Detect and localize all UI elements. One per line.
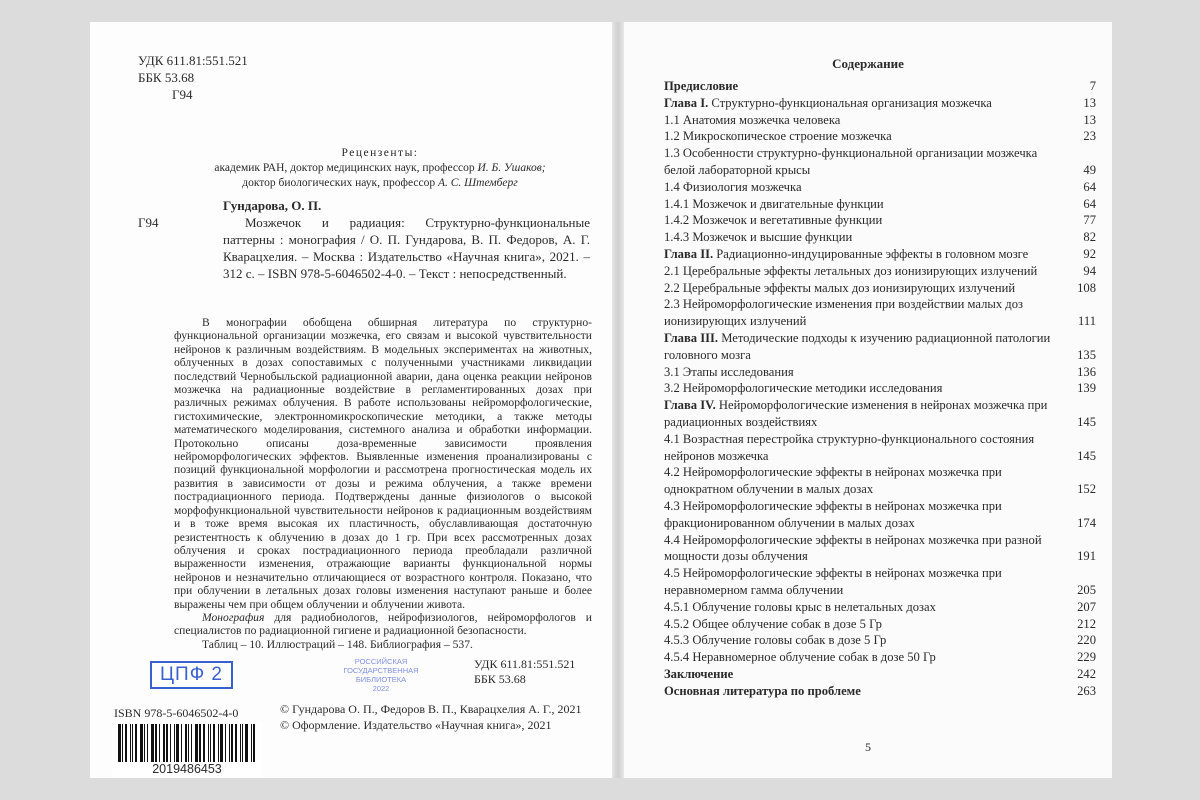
table-of-contents — [664, 78, 1096, 699]
toc-entry — [664, 78, 1096, 95]
toc-entry-label: Глава III. — [664, 330, 719, 345]
lower-section — [114, 316, 594, 733]
barcode-bar — [159, 724, 160, 762]
isbn: ISBN 978-5-6046502-4-0 — [114, 706, 239, 720]
reviewer-1-name: И. Б. Ушаков; — [477, 162, 546, 174]
toc-entry-text: 4.3 Нейроморфологические эффекты в нейронах мозжечка при фракционированном облучении в малых дозах — [664, 498, 1002, 530]
toc-entry-title — [664, 296, 1058, 330]
barcode-bar — [229, 724, 230, 762]
toc-entry-page: 94 — [1083, 263, 1096, 278]
toc-entry-page: 207 — [1077, 599, 1096, 614]
toc-title: Содержание — [832, 56, 904, 71]
barcode-bar — [166, 724, 168, 762]
toc-entry — [664, 599, 1096, 616]
copyright — [280, 701, 594, 733]
barcode-bar — [213, 724, 215, 762]
toc-entry — [664, 95, 1096, 112]
barcode-bar — [235, 724, 237, 762]
barcode-bar — [132, 724, 133, 762]
barcode-number: 2019486453 — [152, 762, 222, 776]
udk-footer: УДК 611.81:551.521 — [474, 657, 576, 672]
audience — [174, 611, 592, 638]
toc-entry-text: 4.5.3 Облучение головы собак в дозе 5 Гр — [664, 633, 887, 648]
toc-entry-page: 152 — [1077, 482, 1096, 497]
barcode-bar — [147, 724, 148, 762]
toc-entry-text: 1.4.2 Мозжечок и вегетативные функции — [664, 213, 883, 228]
library-stamp — [326, 657, 436, 693]
toc-entry-text: 3.2 Нейроморфологические методики исследования — [664, 381, 943, 396]
toc-entry — [664, 246, 1096, 263]
barcode-bar — [170, 724, 171, 762]
toc-entry-page: 205 — [1077, 582, 1096, 597]
toc-entry-text: 1.2 Микроскопическое строение мозжечка — [664, 129, 892, 144]
reviewer-1-title: академик РАН, доктор медицинских наук, профессор — [214, 162, 478, 174]
toc-entry-page: 145 — [1077, 448, 1096, 463]
toc-entry-title — [664, 464, 1058, 498]
barcode-bar — [191, 724, 192, 762]
toc-entry-text: Методические подходы к изучению радиационной патологии головного мозга — [664, 330, 1051, 362]
toc-entry-title — [664, 666, 1058, 683]
toc-entry-text: Радиационно-индуцированные эффекты в головном мозге — [713, 246, 1029, 261]
barcode-bar — [210, 724, 211, 762]
cpf-stamp: ЦПФ 2 — [150, 661, 233, 689]
toc-entry-label: Основная литература по проблеме — [664, 683, 861, 698]
toc-entry-page: 242 — [1077, 666, 1096, 681]
record-code: Г94 — [138, 215, 159, 230]
toc-entry-label: Глава II. — [664, 246, 714, 261]
bbk-code: ББК 53.68 — [138, 70, 195, 85]
toc-entry-page: 111 — [1078, 314, 1096, 329]
toc-entry — [664, 683, 1096, 700]
toc-entry-text: 4.4 Нейроморфологические эффекты в нейронах мозжечка при разной мощности дозы облучения — [664, 532, 1042, 564]
barcode-bar — [220, 724, 223, 762]
toc-entry-title — [664, 179, 1058, 196]
toc-entry-page: 49 — [1083, 162, 1096, 177]
toc-entry-page: 136 — [1077, 364, 1096, 379]
toc-entry — [664, 498, 1096, 532]
toc-entry-text: 4.5.2 Общее облучение собак в дозе 5 Гр — [664, 616, 882, 631]
footer-codes — [474, 657, 575, 687]
library-stamp-line: ГОСУДАРСТВЕННАЯ — [343, 666, 419, 676]
toc-entry-page: 108 — [1077, 280, 1096, 295]
toc-entry-title — [664, 599, 1058, 616]
toc-entry-title — [664, 128, 1058, 145]
toc-entry-text: 4.5 Нейроморфологические эффекты в нейронах мозжечка при неравномерном гамма облучении — [664, 566, 1002, 597]
barcode-bar — [163, 724, 165, 762]
record-text: Мозжечок и радиация: Структурно-функциональные паттерны : монография / О. П. Гундарова, В. П. Федоров, А. Г. Кварацхелия. – Москва : Издательство «Научная книга», 2021. – 312 с. – ISBN 978-5-6046502-4-0. – Текст : непосредственный. — [223, 215, 590, 281]
reviewers — [170, 146, 590, 191]
toc-entry-title — [664, 330, 1058, 364]
barcode-bar — [199, 724, 201, 762]
toc-entry-text: 2.1 Церебральные эффекты летальных доз ионизирующих излучений — [664, 263, 1038, 278]
audience-lead: Монография — [202, 610, 265, 624]
barcode-bar — [242, 724, 243, 762]
toc-entry-text: 1.3 Особенности структурно-функциональной организации мозжечка белой лабораторной крысы — [664, 146, 1038, 177]
reviewer-2 — [170, 176, 590, 191]
toc-entry — [664, 616, 1096, 633]
toc-entry — [664, 364, 1096, 381]
toc-entry — [664, 212, 1096, 229]
toc-entry — [664, 464, 1096, 498]
toc-entry — [664, 145, 1096, 179]
barcode-bar — [195, 724, 198, 762]
toc-entry-title — [664, 112, 1058, 129]
toc-entry-label: Заключение — [664, 666, 734, 681]
toc-entry-page: 220 — [1077, 633, 1096, 648]
toc-entry-page: 77 — [1083, 213, 1096, 228]
toc-entry-text: 2.2 Церебральные эффекты малых доз ионизирующих излучений — [664, 280, 1016, 295]
reviewer-2-title: доктор биологических наук, профессор — [242, 177, 438, 189]
toc-entry-page: 64 — [1083, 196, 1096, 211]
toc-entry-page: 263 — [1077, 683, 1096, 698]
abstract-text: В монографии обобщена обширная литература по структурно-функциональной организации мозжечка, его связам и высокой чувствительности нейронов к различным воздействиям. В модельных экспериментах на животных, облученных в дозах сопоставимых с полученными участниками ликвидации последствий Чернобыльской радиационной аварии, дана оценка реакции нейронов мозжечка на радиационные воздействие в регламентированных дозах при различных режимах облучения. В работе использованы нейроморфологические, гистохимические, электронномикроскопические методики, а также методы математического моделирования, системного анализа и обработки информации. Протокольно описаны доза-временные зависимости проявления нейроморфологических эффектов. Выявленные изменения проанализированы с позиций функциональной морфологии и рассмотрена прогностическая модель их развития в зависимости от дозы и режима облучения, а также времени пострадиационного периода. Подтверждены данные физиологов о высокой морфофункциональной чувствительности нейронов к радиационным воздействиям и в тоже время высокая их пластичность, обуславливающая достаточную резистентность к облучению в дозах до 1 гр. При всех рассмотренных дозах облучения и сроках пострадиационного периода преобладали различной выраженности изменения, отражающие варианты функциональной нормы нейронов и незначительно отличающиеся от возрастного контроля. Показано, что при облучении в летальных дозах головы изменения наступают раньше и более выражены чем при общем облучении и облучении живота. — [174, 316, 592, 611]
toc-entry-title — [664, 683, 1058, 700]
toc-entry-title — [664, 145, 1058, 179]
barcode-bar — [251, 724, 252, 762]
toc-entry-page: 145 — [1077, 414, 1096, 429]
bibliographic-record — [138, 197, 590, 282]
toc-entry-page: 191 — [1077, 549, 1096, 564]
toc-entry-title — [664, 649, 1058, 666]
reviewers-heading: Рецензенты: — [341, 147, 419, 159]
author-code: Г94 — [172, 87, 193, 102]
copyright-design: © Оформление. Издательство «Научная книга», 2021 — [280, 718, 552, 733]
bbk-footer: ББК 53.68 — [474, 672, 526, 687]
barcode-bar — [253, 724, 255, 762]
toc-entry-page: 174 — [1077, 515, 1096, 530]
toc-entry-text: 1.4.1 Мозжечок и двигательные функции — [664, 196, 884, 211]
toc-entry-title — [664, 616, 1058, 633]
barcode-bar — [176, 724, 179, 762]
toc-entry-page: 23 — [1083, 129, 1096, 144]
toc-entry-text: 4.2 Нейроморфологические эффекты в нейронах мозжечка при однократном облучении в малых дозах — [664, 465, 1002, 497]
library-stamp-year: 2022 — [372, 684, 390, 694]
barcode-bar — [125, 724, 127, 762]
udk-code: УДК 611.81:551.521 — [138, 53, 248, 68]
toc-entry-label: Глава IV. — [664, 398, 716, 413]
library-stamp-line: БИБЛИОТЕКА — [355, 675, 407, 685]
toc-entry — [664, 229, 1096, 246]
barcode-bar — [181, 724, 182, 762]
toc-entry-title — [664, 565, 1058, 599]
barcode-bar — [225, 724, 226, 762]
classification-codes — [138, 52, 248, 103]
barcode-bar — [203, 724, 205, 762]
toc-entry — [664, 397, 1096, 431]
toc-entry — [664, 296, 1096, 330]
toc-entry-title — [664, 431, 1058, 465]
toc-entry-title — [664, 498, 1058, 532]
toc-entry-page: 212 — [1077, 616, 1096, 631]
barcode-bar — [231, 724, 233, 762]
toc-entry — [664, 532, 1096, 566]
reviewer-1 — [170, 161, 590, 176]
audience-text: для радиобиологов, нейрофизиологов, нейроморфологов и специалистов по радиационной гигиене и радиационной безопасности. — [174, 610, 592, 638]
toc-entry-text: 3.1 Этапы исследования — [664, 364, 794, 379]
barcode-bar — [144, 724, 145, 762]
toc-entry-title — [664, 532, 1058, 566]
toc-entry-page: 92 — [1083, 246, 1096, 261]
toc-entry-page: 82 — [1083, 230, 1096, 245]
toc-entry-label: Предисловие — [664, 79, 739, 93]
toc-entry-page: 139 — [1077, 381, 1096, 396]
toc-entry — [664, 666, 1096, 683]
toc-entry-page: 135 — [1077, 347, 1096, 362]
toc-entry-text: 4.5.4 Неравномерное облучение собак в дозе 50 Гр — [664, 650, 936, 665]
toc-entry-text: Структурно-функциональная организация мозжечка — [708, 95, 992, 110]
toc-entry — [664, 179, 1096, 196]
barcode-bar — [118, 724, 121, 762]
toc-entry-page: 64 — [1083, 179, 1096, 194]
page-number: 5 — [865, 740, 871, 754]
toc-entry-text: 1.1 Анатомия мозжечка человека — [664, 112, 841, 127]
toc-entry — [664, 431, 1096, 465]
toc-entry-title — [664, 212, 1058, 229]
toc-entry-page: 7 — [1089, 79, 1096, 93]
toc-entry — [664, 112, 1096, 129]
toc-entry-page: 13 — [1083, 112, 1096, 127]
toc-entry-text: 1.4 Физиология мозжечка — [664, 179, 802, 194]
barcode — [118, 724, 258, 762]
toc-entry-title — [664, 364, 1058, 381]
toc-entry-text: 2.3 Нейроморфологические изменения при воздействии малых доз ионизирующих излучений — [664, 297, 1023, 329]
barcode-bar — [130, 724, 131, 762]
barcode-bar — [240, 724, 241, 762]
toc-entry-title — [664, 229, 1058, 246]
toc-entry-title — [664, 78, 1058, 95]
record-author: Гундарова, О. П. — [223, 198, 322, 213]
barcode-bar — [155, 724, 157, 762]
barcode-bar — [151, 724, 154, 762]
copyright-authors: © Гундарова О. П., Федоров В. П., Кварацхелия А. Г., 2021 — [280, 702, 582, 717]
toc-entry — [664, 649, 1096, 666]
library-stamp-line: РОССИЙСКАЯ — [354, 657, 408, 667]
toc-entry — [664, 128, 1096, 145]
toc-entry-title — [664, 632, 1058, 649]
barcode-bar — [218, 724, 219, 762]
toc-entry-text: 1.4.3 Мозжечок и высшие функции — [664, 230, 853, 245]
toc-entry-title — [664, 95, 1058, 112]
toc-entry-text: 4.1 Возрастная перестройка структурно-функционального состояния нейронов мозжечка — [664, 431, 1035, 463]
toc-entry — [664, 330, 1096, 364]
toc-entry-title — [664, 280, 1058, 297]
toc-entry-page: 229 — [1077, 650, 1096, 665]
book-gutter — [612, 22, 624, 778]
barcode-bar — [174, 724, 175, 762]
barcode-bar — [135, 724, 137, 762]
right-page — [624, 22, 1112, 778]
toc-entry-text: Нейроморфологические изменения в нейронах мозжечка при радиационных воздействиях — [664, 398, 1048, 429]
toc-entry — [664, 263, 1096, 280]
barcode-bar — [208, 724, 209, 762]
toc-entry-title — [664, 263, 1058, 280]
toc-entry — [664, 280, 1096, 297]
reviewer-2-name: А. С. Штемберг — [437, 177, 518, 189]
barcode-bar — [188, 724, 189, 762]
toc-entry-title — [664, 246, 1058, 263]
barcode-sticker — [112, 722, 262, 778]
counts: Таблиц – 10. Иллюстраций – 148. Библиография – 537. — [202, 637, 473, 651]
left-page — [90, 22, 612, 778]
barcode-bar — [122, 724, 123, 762]
toc-entry-title — [664, 397, 1058, 431]
toc-entry — [664, 565, 1096, 599]
toc-entry-page: 13 — [1083, 95, 1096, 110]
toc-entry — [664, 380, 1096, 397]
barcode-bar — [245, 724, 248, 762]
toc-entry-text: 4.5.1 Облучение головы крыс в нелетальных дозах — [664, 599, 936, 614]
toc-entry-title — [664, 196, 1058, 213]
barcode-bar — [140, 724, 143, 762]
toc-entry — [664, 196, 1096, 213]
toc-entry-title — [664, 380, 1058, 397]
toc-entry-label: Глава I. — [664, 95, 709, 110]
toc-entry — [664, 632, 1096, 649]
abstract — [174, 316, 592, 651]
barcode-bar — [185, 724, 187, 762]
footer-row — [114, 655, 594, 701]
